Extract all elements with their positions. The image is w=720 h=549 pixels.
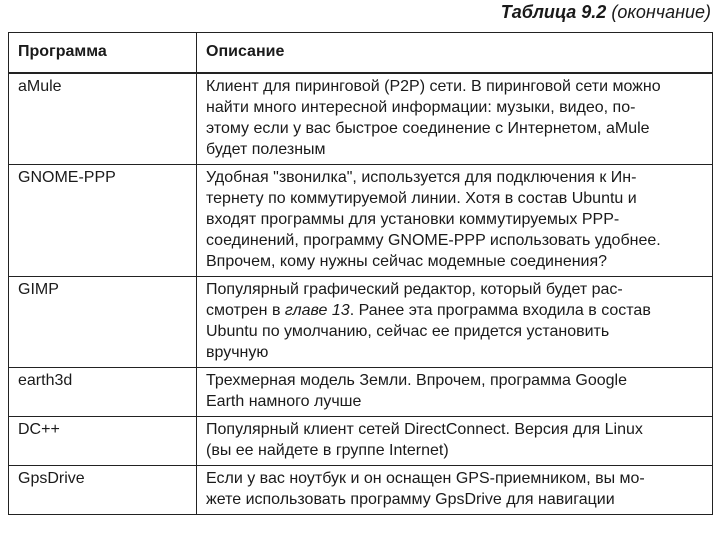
- table-row: [9, 466, 713, 515]
- table-row: [9, 73, 713, 165]
- description-line: тернету по коммутируемой линии. Хотя в состав Ubuntu и: [206, 190, 637, 207]
- description-line: вручную: [206, 344, 269, 361]
- program-description: [197, 165, 713, 277]
- description-line: (вы ее найдете в группе Internet): [206, 442, 449, 459]
- programs-table: [8, 32, 713, 515]
- description-line: Впрочем, кому нужны сейчас модемные соединения?: [206, 253, 608, 270]
- header-program: Программа: [9, 33, 197, 74]
- program-name: earth3d: [9, 368, 197, 417]
- description-line: входят программы для установки коммутируемых PPP-: [206, 211, 620, 228]
- program-description: [197, 417, 713, 466]
- description-text: смотрен в: [206, 302, 285, 319]
- program-description: [197, 277, 713, 368]
- program-name: DC++: [9, 417, 197, 466]
- table-caption: [501, 2, 711, 23]
- header-description: Описание: [197, 33, 713, 74]
- program-description: [197, 73, 713, 165]
- description-line: Удобная "звонилка", используется для подключения к Ин-: [206, 169, 637, 186]
- description-line: Earth намного лучше: [206, 393, 362, 410]
- description-line: Ubuntu по умолчанию, сейчас ее придется установить: [206, 323, 610, 340]
- program-name: GNOME-PPP: [9, 165, 197, 277]
- description-line: жете использовать программу GpsDrive для навигации: [206, 491, 615, 508]
- table-row: [9, 368, 713, 417]
- program-name: GIMP: [9, 277, 197, 368]
- table-row: [9, 165, 713, 277]
- table-row: [9, 417, 713, 466]
- program-description: [197, 368, 713, 417]
- chapter-reference: главе 13: [284, 302, 350, 319]
- description-line: [206, 300, 704, 321]
- description-line: будет полезным: [206, 141, 326, 158]
- description-line: Популярный клиент сетей DirectConnect. Версия для Linux: [206, 421, 643, 438]
- description-line: Трехмерная модель Земли. Впрочем, программа Google: [206, 372, 627, 389]
- description-line: Клиент для пиринговой (P2P) сети. В пиринговой сети можно: [206, 78, 661, 95]
- description-line: этому если у вас быстрое соединение с Интернетом, aMule: [206, 120, 650, 137]
- program-name: GpsDrive: [9, 466, 197, 515]
- table-row: [9, 277, 713, 368]
- program-name: aMule: [9, 73, 197, 165]
- table-header-row: [9, 33, 713, 74]
- description-line: соединений, программу GNOME-PPP использовать удобнее.: [206, 232, 661, 249]
- description-line: найти много интересной информации: музыки, видео, по-: [206, 99, 636, 116]
- program-description: [197, 466, 713, 515]
- description-text: . Ранее эта программа входила в состав: [349, 302, 651, 319]
- description-line: Популярный графический редактор, который будет рас-: [206, 281, 623, 298]
- description-line: Если у вас ноутбук и он оснащен GPS-приемником, вы мо-: [206, 470, 645, 487]
- table-caption-suffix: (окончание): [611, 2, 711, 22]
- table-caption-label: Таблица 9.2: [500, 2, 607, 22]
